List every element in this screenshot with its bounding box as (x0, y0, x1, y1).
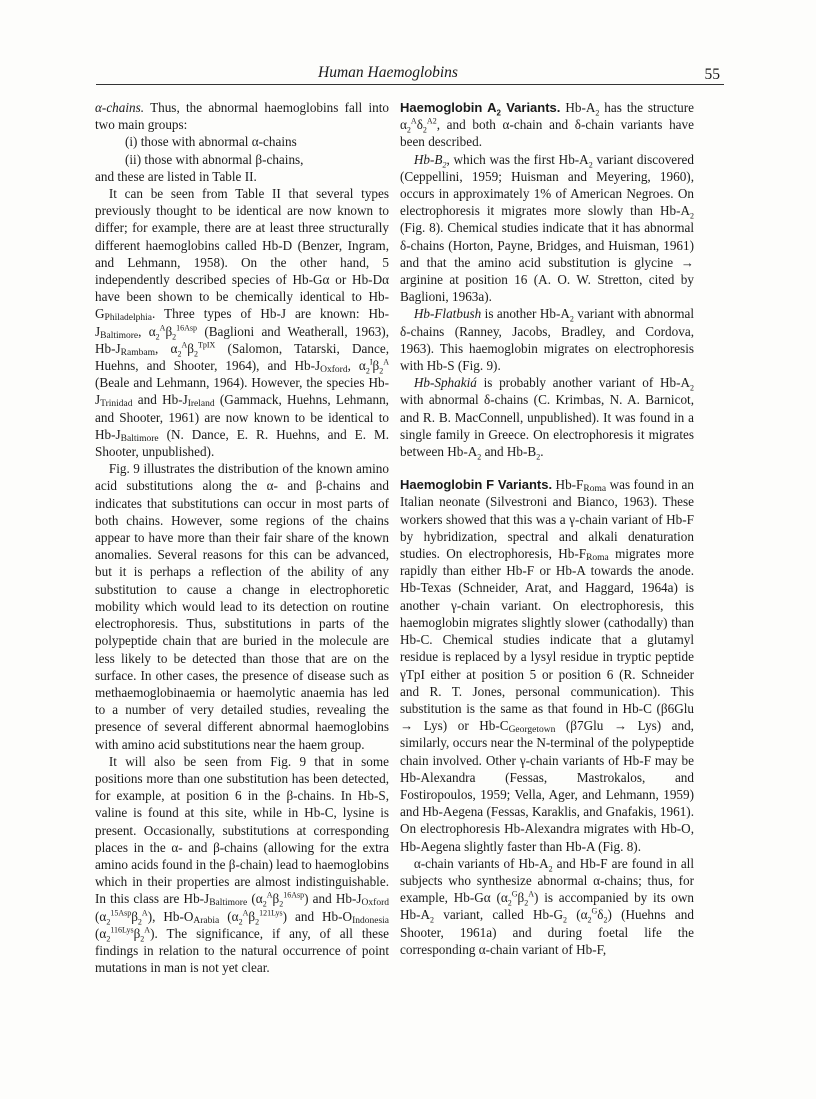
list-item: (i) those with abnormal α-chains (125, 134, 297, 150)
running-title: Human Haemoglobins (318, 64, 458, 81)
running-head (96, 50, 724, 85)
section-heading-f: Haemoglobin F Variants. (400, 477, 553, 493)
intro-paragraph (95, 99, 389, 133)
alpha-chain-variants-paragraph: α-chain variants of $Hb-A_2$ and Hb-F are found in all subjects who synthesize abnormal α-chains; thus, for example, Hb-Gα $(\alpha_2^G\beta_2^A)$ is accompanied by its own $Hb-A_2$ variant, called $Hb-G_2$ $(\alpha_2^G\delta_2)$ (Huehns and Shooter, 1961a) and during foetal life the corresponding α-chain variant of Hb-F, (400, 855, 694, 957)
section-heading-a2: Haemoglobin $A_2$ Variants. (400, 100, 561, 118)
page-number: 55 (704, 66, 720, 83)
substitution-paragraph: It will also be seen from Fig. 9 that in some positions more than one substitution has been detected, for example, at position 6 in the β-chains. In Hb-S, valine is found at this site, while in Hb-C, lysine is present. Occasionally, substitutions at corresponding places in the α- and β-chains (allowing for the extra amino acids found in the β-chain) lead to haemoglobins which in their properties are almost indistinguishable. In this class are $Hb-J_{Baltimore}$ $(\alpha_2^A\beta_2^{16Asp})$ and $Hb-J_{Oxford}$ $(\alpha_2^{15Asp}\beta_2^A)$, $Hb-O_{Arabia}$ $(\alpha_2^A\beta_2^{121Lys})$ and $Hb-O_{Indonesia}$ $(\alpha_2^{116Lys}\beta_2^A)$. The significance, if any, of all these findings in relation to the natural occurrence of point mutations in man is not yet clear. (95, 753, 389, 976)
hb-b2-paragraph: $Hb-B_2$, which was the first $Hb-A_2$ variant discovered (Ceppellini, 1959; Huisman and Meyering, 1960), occurs in approximately 1% of American Negroes. On electrophoresis it migrates more slowly than $Hb-A_2$ (Fig. 8). Chemical studies indicate that it has abnormal δ-chains (Horton, Payne, Bridges, and Huisman, 1961) and that the amino acid substitution is glycine → arginine at position 16 (A. O. W. Stretton, cited by Baglioni, 1963a). (400, 151, 694, 305)
intro-end: and these are listed in Table II. (95, 168, 257, 184)
hb-flatbush-paragraph: Hb-Flatbush is another $Hb-A_2$ variant with abnormal δ-chains (Ranney, Jacobs, Bradley, and Cordova, 1963). This haemoglobin migrates on electrophoresis with Hb-S (Fig. 9). (400, 306, 694, 374)
hb-flatbush-name: Hb-Flatbush (413, 306, 482, 322)
right-column (400, 99, 694, 958)
fig9-paragraph: Fig. 9 illustrates the distribution of the known amino acid substitutions along the α- and β-chains and indicates that substitutions can occur in most parts of both chains. However, some regions of the chains appear to have more than their fair share of the known anomalies. Several reasons for this can be advanced, but it is perhaps a reflection of the ability of any substitution to cause a change in electrophoretic mobility which would lead to its detection on routine electrophoresis. Thus, substitutions in parts of the polypeptide chain that are buried in the molecule are less likely to be detected than those that are on the surface. In other cases, the presence of disease such as methaemoglobinaemia or haemolytic anaemia has led to a number of very detailed studies, revealing the presence of several different abnormal haemoglobins with amino acid substitutions near the haem group. (95, 461, 389, 752)
intro-start: α-chains. (95, 100, 145, 115)
list-item: (ii) those with abnormal β-chains, (125, 151, 304, 167)
left-column (95, 99, 389, 976)
hb-f-variants-paragraph: Haemoglobin F Variants. $Hb-F_{Roma}$ was found in an Italian neonate (Silvestroni and Bianco, 1963). These workers showed that this was a γ-chain variant of Hb-F by hybridization, spectral and alkali denaturation studies. On electrophoresis, $Hb-F_{Roma}$ migrates more rapidly than either Hb-F or Hb-A towards the anode. Hb-Texas (Schneider, Arat, and Haggard, 1964a) is another γ-chain variant. On electrophoresis, this haemoglobin migrates slightly slower (cathodally) than Hb-C. Chemical studies indicate that a glutamyl residue is replaced by a lysyl residue in tryptic peptide γTpI either at position 5 or position 6 (R. Schneider and R. T. Jones, personal communication). This substitution is the same as that found in Hb-C (β6Glu → Lys) or $Hb-C_{Georgetown}$ (β7Glu → Lys) and, similarly, occurs near the N-terminal of the polypeptide chain involved. Other γ-chain variants of Hb-F may be Hb-Alexandra (Fessas, Mastrokalos, and Fostiropoulos, 1959; Vella, Ager, and Lehmann, 1959) and Hb-Aegena (Fessas, Karaklis, and Gnafakis, 1961). On electrophoresis Hb-Alexandra migrates with Hb-O, Hb-Aegena slightly faster than Hb-A (Fig. 8). (400, 477, 694, 854)
group-list (95, 133, 389, 167)
intro-text: Thus, the abnormal haemoglobins fall into two main groups: (95, 100, 389, 133)
hb-b2-name: $Hb-B_2$ (413, 151, 447, 170)
hb-a2-variants-paragraph: Haemoglobin $A_2$ Variants. $Hb-A_2$ has the structure $\alpha_2^A\delta_2^{A2}$, and both α-chain and δ-chain variants have been described. (400, 100, 694, 150)
hb-sphakia-name: Hb-Sphakiá (413, 375, 477, 391)
hb-sphakia-paragraph: Hb-Sphakiá is probably another variant of $Hb-A_2$ with abnormal δ-chains (C. Krimbas, N. A. Barnicot, and R. B. MacConnell, unpublished). It was found in a single family in Greece. On electrophoresis it migrates between $Hb-A_2$ and $Hb-B_2$. (400, 375, 694, 462)
table-ii-paragraph: It can be seen from Table II that several types previously thought to be identical are now known to differ; for example, there are at least three structurally different haemoglobins called Hb-D (Benzer, Ingram, and Lehmann, 1958). On the other hand, 5 independently described species of Hb-Gα or Hb-Dα have been shown to be chemically identical to $Hb-G_{Philadelphia}$. Three types of Hb-J are known: $Hb-J_{Baltimore}$, $\alpha_2^A\beta_2^{16Asp}$ (Baglioni and Weatherall, 1963), $Hb-J_{Rambam}$, $\alpha_2^A\beta_2^{TpIX}$ (Salomon, Tatarski, Dance, Huehns, and Shooter, 1964), and $Hb-J_{Oxford}$, $\alpha_2^I\beta_2^A$ (Beale and Lehmann, 1964). However, the species $Hb-J_{Trinidad}$ and $Hb-J_{Ireland}$ (Gammack, Huehns, Lehmann, and Shooter, 1961) are now known to be identical to $Hb-J_{Baltimore}$ (N. Dance, E. R. Huehns, and E. M. Shooter, unpublished). (95, 186, 389, 460)
